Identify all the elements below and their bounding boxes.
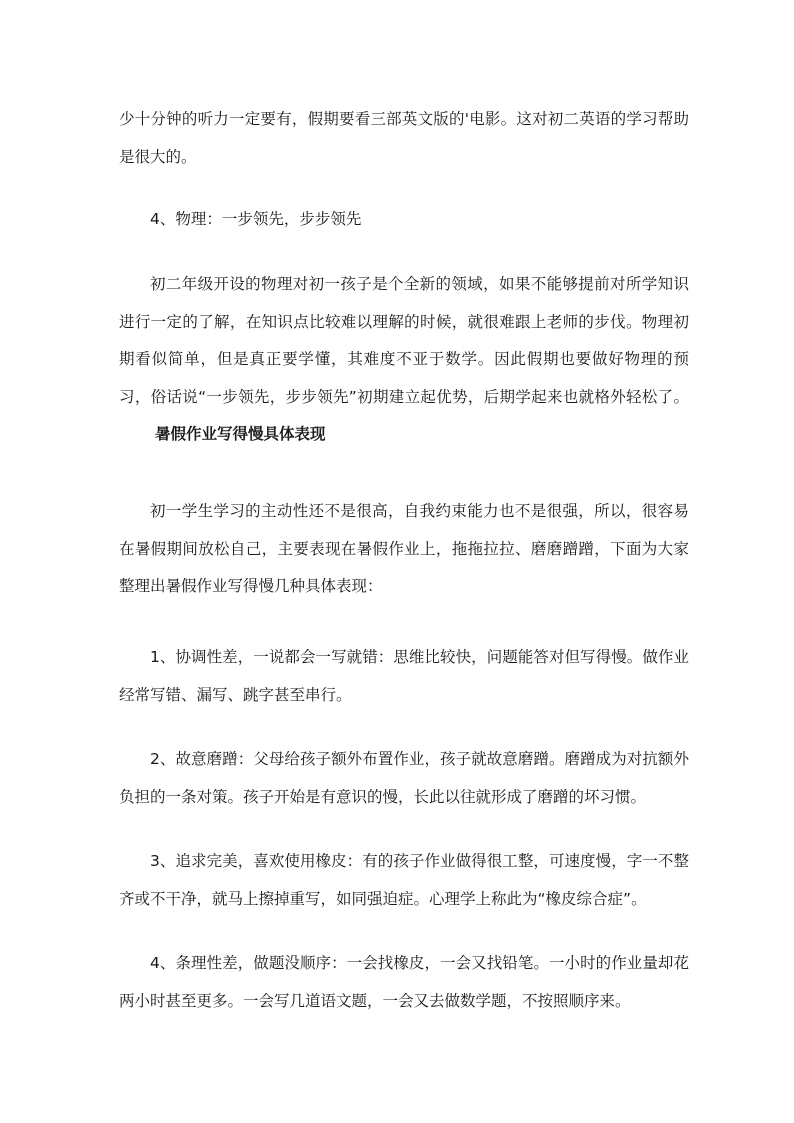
list-item-4: 4、条理性差，做题没顺序：一会找橡皮，一会又找铅笔。一小时的作业量却花两小时甚至更多。一会写几道语文题，一会又去做数学题，不按照顺序来。 (119, 954, 689, 1010)
list-item-1: 1、协调性差，一说都会一写就错：思维比较快，问题能答对但写得慢。做作业经常写错、漏写、跳字甚至串行。 (119, 648, 689, 704)
paragraph-physics-text: 初二年级开设的物理对初一孩子是个全新的领域，如果不能够提前对所学知识进行一定的了解，在知识点比较难以理解的时候，就很难跟上老师的步伐。物理初期看似简单，但是真正要学懂，其难度不亚于数学。因此假期也要做好物理的预习，俗话说“一步领先，步步领先”初期建立起优势，后期学起来也就格外轻松了。 (119, 275, 689, 406)
list-item-2: 2、故意磨蹭：父母给孩子额外布置作业，孩子就故意磨蹭。磨蹭成为对抗额外负担的一条对策。孩子开始是有意识的慢，长此以往就形成了磨蹭的坏习惯。 (119, 750, 689, 806)
paragraph-physics (119, 266, 689, 454)
paragraph-english-continued: 少十分钟的听力一定要有，假期要看三部英文版的'电影。这对初二英语的学习帮助是很大的。 (119, 110, 689, 166)
paragraph-intro: 初一学生学习的主动性还不是很高，自我约束能力也不是很强，所以，很容易在暑假期间放松自己，主要表现在暑假作业上，拖拖拉拉、磨磨蹭蹭，下面为大家整理出暑假作业写得慢几种具体表现： (119, 502, 689, 595)
list-item-3: 3、追求完美，喜欢使用橡皮：有的孩子作业做得很工整，可速度慢，字一不整齐或不干净，就马上擦掉重写，如同强迫症。心理学上称此为“橡皮综合症”。 (119, 852, 689, 908)
section-heading-summer-homework: 暑假作业写得慢具体表现 (155, 425, 326, 443)
section-heading-physics: 4、物理：一步领先，步步领先 (150, 210, 362, 228)
